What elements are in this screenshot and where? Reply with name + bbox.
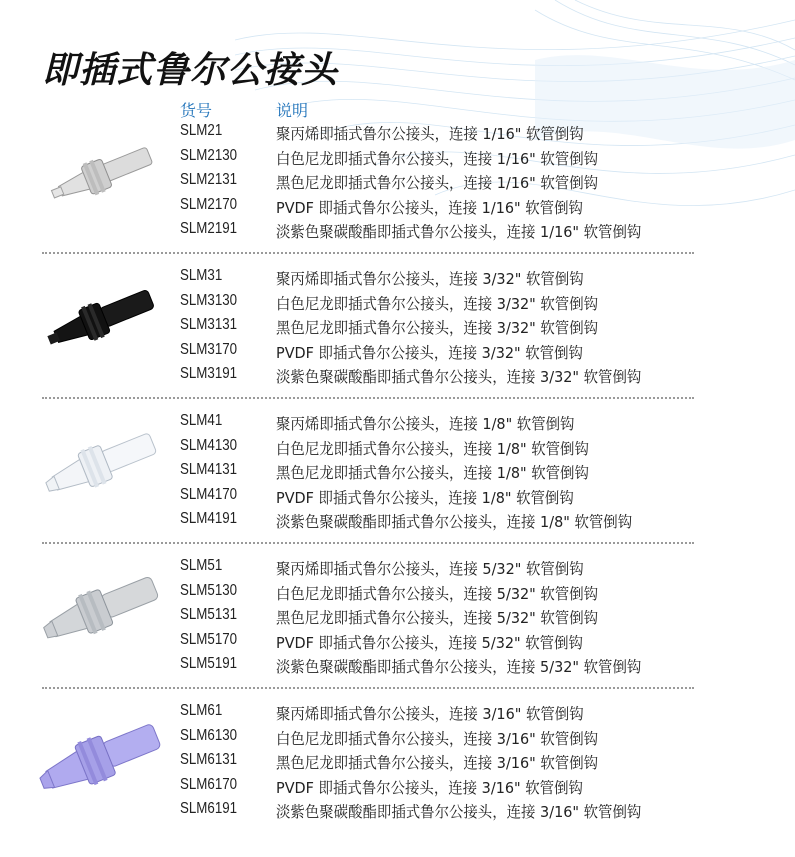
description-column-header: 说明 xyxy=(276,101,309,120)
sku-code: SLM51 xyxy=(180,557,223,574)
product-description: 聚丙烯即插式鲁尔公接头，连接 3/16" 软管倒钩 xyxy=(276,705,584,723)
product-description: 淡紫色聚碳酸酯即插式鲁尔公接头，连接 5/32" 软管倒钩 xyxy=(276,658,642,676)
sku-code: SLM41 xyxy=(180,412,223,429)
section-divider xyxy=(42,397,694,399)
sku-code: SLM3170 xyxy=(180,340,238,358)
sku-code: SLM5191 xyxy=(180,655,238,672)
sku-code: SLM2130 xyxy=(180,146,238,164)
sku-code: SLM4191 xyxy=(180,510,238,527)
sku-code: SLM31 xyxy=(180,267,223,284)
product-description: 淡紫色聚碳酸酯即插式鲁尔公接头，连接 3/32" 软管倒钩 xyxy=(276,368,642,386)
sku-code: SLM61 xyxy=(180,702,223,719)
sku-code: SLM3191 xyxy=(180,365,238,382)
sku-code: SLM5131 xyxy=(180,606,238,623)
sku-code: SLM4131 xyxy=(180,461,238,478)
sku-code: SLM3131 xyxy=(180,316,238,333)
sku-code: SLM5130 xyxy=(180,581,238,599)
product-description: 黑色尼龙即插式鲁尔公接头，连接 3/32" 软管倒钩 xyxy=(276,319,599,337)
product-description: PVDF 即插式鲁尔公接头，连接 3/16" 软管倒钩 xyxy=(276,778,583,797)
product-description: PVDF 即插式鲁尔公接头，连接 1/16" 软管倒钩 xyxy=(276,198,583,217)
product-group-5-32 xyxy=(0,557,795,702)
product-description: PVDF 即插式鲁尔公接头，连接 1/8" 软管倒钩 xyxy=(276,488,574,507)
sku-code: SLM2170 xyxy=(180,195,238,213)
product-group-3-32 xyxy=(0,267,795,412)
product-description: 聚丙烯即插式鲁尔公接头，连接 1/8" 软管倒钩 xyxy=(276,415,575,433)
product-description: 白色尼龙即插式鲁尔公接头，连接 3/16" 软管倒钩 xyxy=(276,729,599,748)
sku-code: SLM4130 xyxy=(180,436,238,454)
product-description: 黑色尼龙即插式鲁尔公接头，连接 1/8" 软管倒钩 xyxy=(276,464,589,482)
sku-code: SLM6191 xyxy=(180,800,238,817)
section-divider xyxy=(42,687,694,689)
product-group-1-8 xyxy=(0,412,795,557)
sku-column-header: 货号 xyxy=(180,101,213,120)
product-description: 白色尼龙即插式鲁尔公接头，连接 1/8" 软管倒钩 xyxy=(276,439,589,458)
section-divider xyxy=(42,252,694,254)
page-title: 即插式鲁尔公接头 xyxy=(42,50,339,91)
product-description: 淡紫色聚碳酸酯即插式鲁尔公接头，连接 1/8" 软管倒钩 xyxy=(276,513,633,531)
product-group-3-16 xyxy=(0,702,795,847)
product-description: 聚丙烯即插式鲁尔公接头，连接 5/32" 软管倒钩 xyxy=(276,560,584,578)
product-description: 黑色尼龙即插式鲁尔公接头，连接 3/16" 软管倒钩 xyxy=(276,754,599,772)
product-description: 黑色尼龙即插式鲁尔公接头，连接 5/32" 软管倒钩 xyxy=(276,609,599,627)
product-description: 淡紫色聚碳酸酯即插式鲁尔公接头，连接 3/16" 软管倒钩 xyxy=(276,803,642,821)
sku-code: SLM5170 xyxy=(180,630,238,648)
product-group-1-16 xyxy=(0,122,795,267)
product-description: 白色尼龙即插式鲁尔公接头，连接 5/32" 软管倒钩 xyxy=(276,584,599,603)
product-description: 黑色尼龙即插式鲁尔公接头，连接 1/16" 软管倒钩 xyxy=(276,174,599,192)
product-description: PVDF 即插式鲁尔公接头，连接 3/32" 软管倒钩 xyxy=(276,343,583,362)
product-description: 聚丙烯即插式鲁尔公接头，连接 3/32" 软管倒钩 xyxy=(276,270,584,288)
sku-code: SLM21 xyxy=(180,122,223,139)
product-description: 白色尼龙即插式鲁尔公接头，连接 3/32" 软管倒钩 xyxy=(276,294,599,313)
sku-code: SLM4170 xyxy=(180,485,238,503)
product-description: PVDF 即插式鲁尔公接头，连接 5/32" 软管倒钩 xyxy=(276,633,583,652)
sku-code: SLM6130 xyxy=(180,726,238,744)
sku-code: SLM6131 xyxy=(180,751,238,768)
product-description: 淡紫色聚碳酸酯即插式鲁尔公接头，连接 1/16" 软管倒钩 xyxy=(276,223,642,241)
product-description: 白色尼龙即插式鲁尔公接头，连接 1/16" 软管倒钩 xyxy=(276,149,599,168)
sku-code: SLM2191 xyxy=(180,220,238,237)
sku-code: SLM6170 xyxy=(180,775,238,793)
sku-code: SLM3130 xyxy=(180,291,238,309)
product-description: 聚丙烯即插式鲁尔公接头，连接 1/16" 软管倒钩 xyxy=(276,125,584,143)
section-divider xyxy=(42,542,694,544)
sku-code: SLM2131 xyxy=(180,171,238,188)
